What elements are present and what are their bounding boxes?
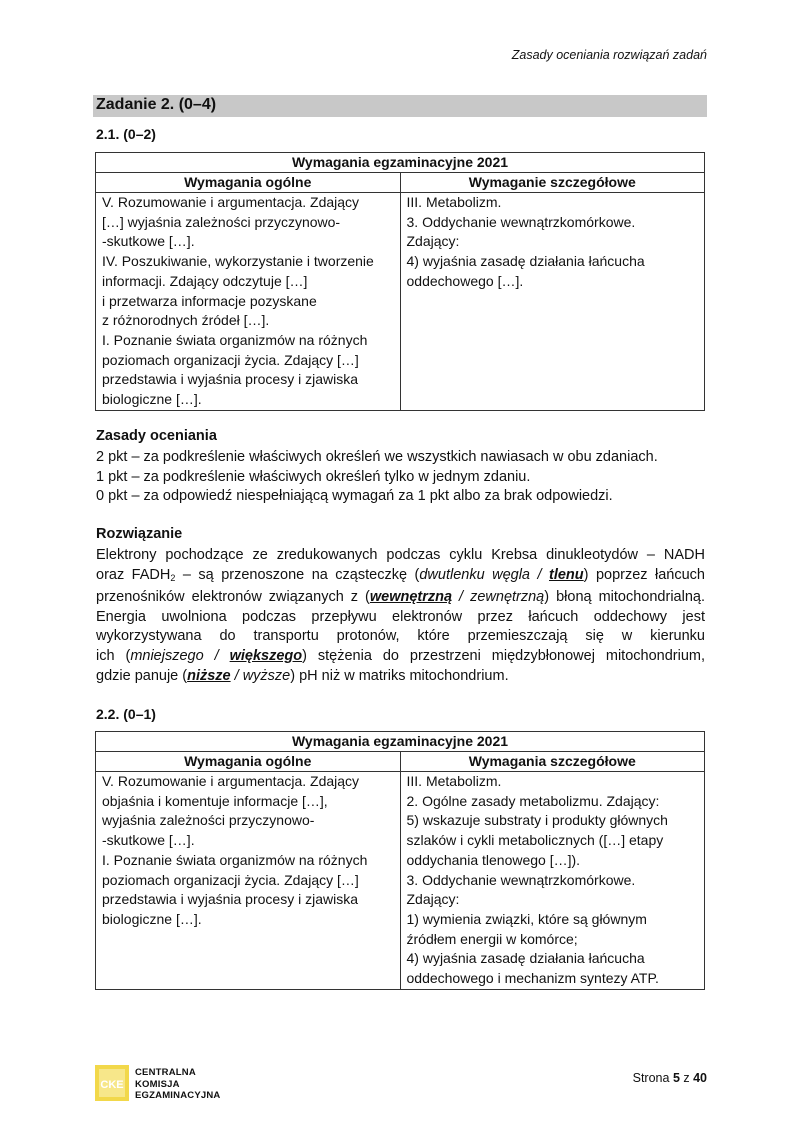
table1-general-line: poziomach organizacji życia. Zdający […] <box>102 351 359 368</box>
table1-specific-line: oddechowego […]. <box>406 272 524 289</box>
table1-general-line: V. Rozumowanie i argumentacja. Zdający <box>102 194 360 210</box>
solution-text <box>96 546 705 686</box>
task-title: Zadanie 2. (0–4) <box>96 96 217 113</box>
table2-specific-line: III. Metabolizm. <box>406 773 502 789</box>
table2-general-line: I. Poznanie świata organizmów na różnych <box>102 851 368 868</box>
table2-specific-line: 5) wskazuje substraty i produkty głównych <box>406 812 668 829</box>
solution-text-fragment: Energia uwolniona podczas przepływu elektronów przez łańcuch oddechowy jest <box>96 608 705 625</box>
option-text: mniejszego / <box>130 647 219 664</box>
solution-text-fragment: ) stężenia do przestrzeni międzybłonowej mitochondrium, <box>302 647 706 664</box>
page-prefix: Strona <box>632 1071 673 1085</box>
cke-logo <box>95 1065 295 1105</box>
table2-general-line: V. Rozumowanie i argumentacja. Zdający <box>102 773 360 789</box>
table1-specific-line: III. Metabolizm. <box>406 194 502 210</box>
table2-general-line: wyjaśnia zależności przyczynowo- <box>102 812 315 829</box>
table1-specific-cell <box>400 193 705 411</box>
solution-title: Rozwiązanie <box>96 526 183 542</box>
solution-text-fragment: wykorzystywana do transportu protonów, które przemieszczają się w kierunku <box>96 628 705 645</box>
table1-general-line: informacji. Zdający odczytuje […] <box>102 272 308 289</box>
scoring-rules <box>96 448 658 507</box>
table2-specific-line: 3. Oddychanie wewnątrzkomórkowe. <box>406 871 636 888</box>
table1-general-line: I. Poznanie świata organizmów na różnych <box>102 331 368 348</box>
logo-mark-text: CKE <box>100 1079 124 1091</box>
solution-text-fragment: ) poprzez łańcuch <box>583 566 705 583</box>
option-text: dwutlenku węgla / <box>419 566 542 583</box>
table1-col-general: Wymagania ogólne <box>96 173 401 193</box>
solution-text-fragment: ) błoną mitochondrialną. <box>544 589 705 606</box>
solution-line-2 <box>96 566 705 589</box>
solution-text-fragment: ) pH niż w matriks mitochondrium. <box>290 667 509 684</box>
part1-title: 2.1. (0–2) <box>96 126 156 142</box>
table2-specific-line: oddechowego i mechanizm syntezy ATP. <box>406 970 659 987</box>
table1-general-line: -skutkowe […]. <box>102 233 195 250</box>
table1-general-line: z różnorodnych źródeł […]. <box>102 312 270 329</box>
logo-line: EGZAMINACYJNA <box>135 1090 221 1101</box>
scoring-rule: 2 pkt – za podkreślenie właściwych określeń we wszystkich nawiasach w obu zdaniach. <box>96 449 658 465</box>
table2-general-line: objaśnia i komentuje informacje […], <box>102 792 328 809</box>
table1-general-cell <box>96 193 401 411</box>
table2-specific-line: 4) wyjaśnia zasadę działania łańcucha <box>406 950 645 967</box>
table2-general-line: przedstawia i wyjaśnia procesy i zjawiska <box>102 891 358 908</box>
table2-specific-line: Zdający: <box>406 891 460 908</box>
table2-specific-line: szlaków i cykli metabolicznych ([…] etapy <box>406 832 664 849</box>
requirements-table-1 <box>95 152 705 411</box>
logo-line: KOMISJA <box>135 1078 180 1090</box>
part2-title: 2.2. (0–1) <box>96 706 156 722</box>
table2-caption: Wymagania egzaminacyjne 2021 <box>96 732 705 752</box>
table2-specific-line: 2. Ogólne zasady metabolizmu. Zdający: <box>406 792 660 809</box>
table1-general-line: biologiczne […]. <box>102 391 202 408</box>
table1-general-line: przedstawia i wyjaśnia procesy i zjawiska <box>102 371 358 388</box>
table2-general-line: poziomach organizacji życia. Zdający […] <box>102 871 359 888</box>
page-total: 40 <box>693 1071 707 1085</box>
solution-text-fragment: Elektrony pochodzące ze zredukowanych podczas cyklu Krebsa dinukleotydów – NADH <box>96 547 705 563</box>
table2-specific-cell <box>400 772 705 990</box>
underlined-answer: większego <box>229 647 303 664</box>
option-text: / zewnętrzną <box>452 589 545 606</box>
table1-general-line: i przetwarza informacje pozyskane <box>102 292 317 309</box>
running-header: Zasady oceniania rozwiązań zadań <box>511 48 707 62</box>
solution-text-fragment: gdzie panuje ( <box>96 667 188 684</box>
subscript: 2 <box>170 572 176 583</box>
solution-line-7 <box>96 667 705 687</box>
solution-line-3 <box>96 588 705 608</box>
table1-general-line: IV. Poszukiwanie, wykorzystanie i tworzenie <box>102 253 374 270</box>
table2-general-cell <box>96 772 401 990</box>
solution-line-5 <box>96 627 705 647</box>
solution-text-fragment: – są przenoszone na cząsteczkę ( <box>175 566 420 583</box>
requirements-table-2 <box>95 731 705 990</box>
logo-text <box>135 1067 220 1102</box>
table1-general-line: […] wyjaśnia zależności przyczynowo- <box>102 213 341 230</box>
solution-text-fragment: ich ( <box>96 647 131 664</box>
underlined-answer: wewnętrzną <box>369 589 453 606</box>
underlined-answer: niższe <box>187 667 231 684</box>
page-current: 5 <box>672 1071 680 1085</box>
table1-col-specific: Wymaganie szczegółowe <box>400 173 705 193</box>
table1-specific-line: 3. Oddychanie wewnątrzkomórkowe. <box>406 213 636 230</box>
table1-specific-line: 4) wyjaśnia zasadę działania łańcucha <box>406 253 645 270</box>
solution-line-1 <box>96 546 705 566</box>
table1-specific-line: Zdający: <box>406 233 460 250</box>
table2-specific-line: źródłem energii w komórce; <box>406 930 578 947</box>
page-separator: z <box>679 1071 694 1085</box>
table2-specific-line: oddychania tlenowego […]). <box>406 851 581 868</box>
solution-text-fragment: oraz FADH <box>96 566 171 583</box>
scoring-rule: 1 pkt – za podkreślenie właściwych określeń tylko w jednym zdaniu. <box>96 468 531 485</box>
logo-line: CENTRALNA <box>135 1067 196 1078</box>
table1-caption: Wymagania egzaminacyjne 2021 <box>96 153 705 173</box>
table2-col-general: Wymagania ogólne <box>96 752 401 772</box>
table2-general-line: biologiczne […]. <box>102 910 202 927</box>
scoring-title: Zasady oceniania <box>96 428 217 444</box>
cke-logo-icon <box>95 1065 129 1101</box>
scoring-rule: 0 pkt – za odpowiedź niespełniającą wymagań za 1 pkt albo za brak odpowiedzi. <box>96 488 613 505</box>
solution-line-4 <box>96 608 705 628</box>
table2-col-specific: Wymagania szczegółowe <box>400 752 705 772</box>
underlined-answer: tlenu <box>549 566 584 583</box>
table2-specific-line: 1) wymienia związki, które są głównym <box>406 910 647 927</box>
option-text: / wyższe <box>230 667 291 684</box>
solution-line-6 <box>96 647 705 667</box>
solution-text-fragment: przenośników elektronów związanych z ( <box>96 589 370 606</box>
table2-general-line: -skutkowe […]. <box>102 832 195 849</box>
page-number <box>633 1071 707 1085</box>
